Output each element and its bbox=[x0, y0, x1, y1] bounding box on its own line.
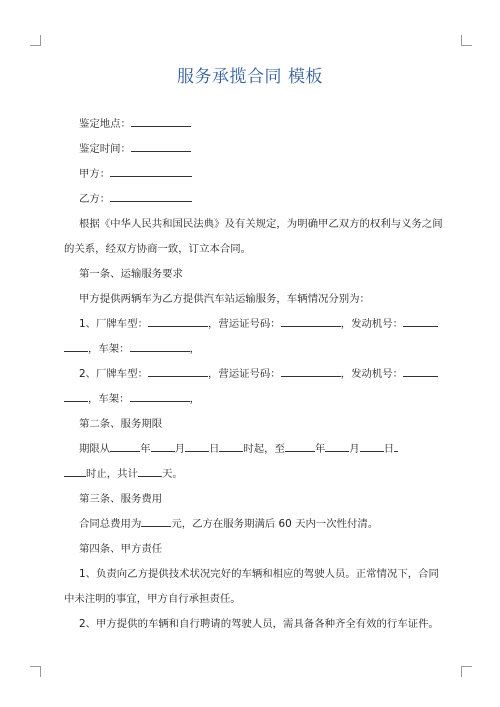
article2-heading: 第二条、服务期限 bbox=[79, 418, 163, 430]
page-corner-mark-bottom-right bbox=[461, 666, 472, 677]
term-month-label: 月 bbox=[174, 443, 185, 455]
vehicle2-permit-label: ，营运证号码： bbox=[207, 368, 281, 380]
blank-party-a[interactable] bbox=[110, 168, 192, 177]
article1-heading: 第一条、运输服务要求 bbox=[79, 268, 183, 280]
vehicle1-engine-label: ，发动机号： bbox=[340, 318, 404, 330]
blank-vehicle1-engine[interactable] bbox=[403, 318, 438, 327]
field-time-label: 鉴定时间： bbox=[79, 143, 131, 155]
vehicle1-line-1 bbox=[64, 312, 438, 337]
article3-heading: 第三条、服务费用 bbox=[79, 493, 163, 505]
term-day-label: 日 bbox=[208, 443, 220, 455]
article4-p2: 2、甲方提供的车辆和自行聘请的驾驶人员，需具备各种齐全有效的行车证件。 bbox=[79, 618, 439, 630]
vehicle2-line-2 bbox=[64, 387, 438, 412]
blank-start-day[interactable] bbox=[185, 443, 209, 452]
vehicle1-end: ， bbox=[189, 343, 200, 355]
term-from-label: 期限从 bbox=[79, 443, 111, 455]
field-party-a bbox=[64, 162, 438, 187]
fee-line bbox=[64, 512, 438, 537]
field-party-a-label: 甲方： bbox=[79, 168, 111, 180]
blank-vehicle1-chassis[interactable] bbox=[130, 343, 190, 352]
article4-p1-line-1: 1、负责向乙方提供技术状况完好的车辆和相应的驾驶人员。正常情况下，合同 bbox=[79, 568, 439, 580]
page-corner-mark-top-right bbox=[461, 35, 472, 46]
blank-total-days[interactable] bbox=[138, 468, 162, 477]
blank-end-day[interactable] bbox=[360, 443, 384, 452]
blank-end-month[interactable] bbox=[325, 443, 349, 452]
blank-vehicle2-permit[interactable] bbox=[281, 368, 341, 377]
term-start-label: 时起，至 bbox=[243, 443, 285, 455]
vehicle2-model-label: 2、厂牌车型： bbox=[79, 368, 148, 380]
vehicle2-end: ， bbox=[189, 393, 200, 405]
vehicle1-chassis-label: ，车架： bbox=[88, 343, 130, 355]
term-end-year-label: 年 bbox=[314, 443, 326, 455]
term-days-label: 天。 bbox=[161, 468, 183, 480]
vehicle1-model-label: 1、厂牌车型： bbox=[79, 318, 148, 330]
blank-start-year[interactable] bbox=[110, 443, 140, 452]
term-year-label: 年 bbox=[140, 443, 151, 455]
field-location bbox=[64, 112, 438, 137]
term-end-hour-label: 时止，共计 bbox=[86, 468, 138, 480]
blank-start-month[interactable] bbox=[151, 443, 175, 452]
vehicle2-line-1 bbox=[64, 362, 438, 387]
blank-vehicle1-permit[interactable] bbox=[281, 318, 341, 327]
blank-vehicle1-engine-cont[interactable] bbox=[64, 343, 88, 352]
field-time bbox=[64, 137, 438, 162]
blank-end-hour[interactable] bbox=[64, 468, 86, 477]
article1-intro: 甲方提供两辆车为乙方提供汽车站运输服务，车辆情况分别为： bbox=[79, 293, 370, 305]
field-location-label: 鉴定地点： bbox=[79, 118, 131, 130]
document-title: 服务承揽合同 模板 bbox=[177, 67, 323, 87]
term-end-day-label: 日 bbox=[383, 443, 395, 455]
fee-prefix: 合同总费用为 bbox=[79, 518, 142, 530]
blank-party-b[interactable] bbox=[110, 193, 192, 202]
blank-end-day-cont[interactable] bbox=[394, 443, 398, 452]
blank-time[interactable] bbox=[131, 143, 191, 152]
preamble-line-1: 根据《中华人民共和国民法典》及有关规定，为明确甲乙双方的权利与义务之间 bbox=[79, 218, 443, 230]
document-body bbox=[64, 112, 443, 637]
blank-vehicle2-engine[interactable] bbox=[403, 368, 438, 377]
field-party-b-label: 乙方： bbox=[79, 193, 111, 205]
blank-end-year[interactable] bbox=[285, 443, 315, 452]
vehicle2-chassis-label: ，车架： bbox=[88, 393, 130, 405]
vehicle1-permit-label: ，营运证号码： bbox=[207, 318, 281, 330]
article4-p1-line-2: 中未注明的事宜，甲方自行承担责任。 bbox=[64, 593, 241, 605]
article4-heading: 第四条、甲方责任 bbox=[79, 543, 163, 555]
blank-vehicle2-engine-cont[interactable] bbox=[64, 393, 88, 402]
blank-location[interactable] bbox=[131, 118, 191, 127]
page-corner-mark-bottom-left bbox=[30, 666, 41, 677]
blank-vehicle2-chassis[interactable] bbox=[130, 393, 190, 402]
blank-vehicle2-model[interactable] bbox=[148, 368, 208, 377]
preamble-line-2: 的关系，经双方协商一致，订立本合同。 bbox=[64, 243, 252, 255]
blank-start-hour[interactable] bbox=[219, 443, 243, 452]
term-end-month-label: 月 bbox=[349, 443, 360, 455]
page-corner-mark-top-left bbox=[30, 35, 41, 46]
blank-total-fee[interactable] bbox=[141, 518, 171, 527]
term-line-2 bbox=[64, 462, 438, 487]
blank-vehicle1-model[interactable] bbox=[148, 318, 208, 327]
fee-suffix: 元，乙方在服务期满后 60 天内一次性付清。 bbox=[171, 518, 379, 530]
vehicle1-line-2 bbox=[64, 337, 438, 362]
field-party-b bbox=[64, 187, 438, 212]
vehicle2-engine-label: ，发动机号： bbox=[340, 368, 404, 380]
term-line-1 bbox=[64, 437, 438, 462]
